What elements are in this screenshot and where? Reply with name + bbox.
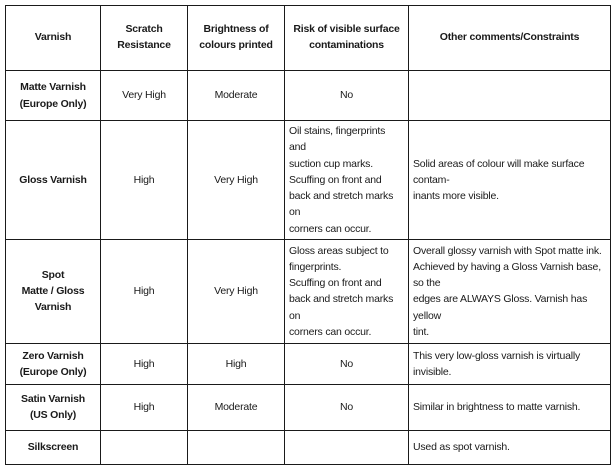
risk-cell: Oil stains, fingerprints and suction cup marks. Scuffing on front and back and stretch marks on corners can occur. [285,121,409,240]
varnish-name-cell: Zero Varnish (Europe Only) [6,343,101,384]
risk-cell [285,430,409,464]
brightness-cell [188,430,285,464]
table-row-spot-varnish [6,239,611,343]
table-row-zero-varnish [6,343,611,384]
table-row-matte-varnish [6,71,611,121]
header-risk-contamination: Risk of visible surface contaminations [285,6,409,71]
brightness-cell: Very High [188,121,285,240]
table-row-gloss-varnish [6,121,611,240]
scratch-resistance-cell [101,430,188,464]
varnish-name-cell: Spot Matte / Gloss Varnish [6,239,101,343]
scratch-resistance-cell: High [101,121,188,240]
header-brightness: Brightness of colours printed [188,6,285,71]
varnish-comparison-table-wrapper [5,5,610,465]
brightness-cell: Very High [188,239,285,343]
comments-cell: Used as spot varnish. [409,430,611,464]
varnish-name-cell: Silkscreen [6,430,101,464]
varnish-comparison-table [5,5,611,465]
varnish-name-cell: Satin Varnish (US Only) [6,384,101,430]
scratch-resistance-cell: High [101,384,188,430]
brightness-cell: Moderate [188,71,285,121]
scratch-resistance-cell: Very High [101,71,188,121]
brightness-cell: Moderate [188,384,285,430]
header-varnish: Varnish [6,6,101,71]
varnish-name-cell: Gloss Varnish [6,121,101,240]
brightness-cell: High [188,343,285,384]
comments-cell: Solid areas of colour will make surface contam- inants more visible. [409,121,611,240]
scratch-resistance-cell: High [101,343,188,384]
header-row [6,6,611,71]
comments-cell [409,71,611,121]
varnish-name-cell: Matte Varnish (Europe Only) [6,71,101,121]
comments-cell: Overall glossy varnish with Spot matte ink. Achieved by having a Gloss Varnish base, so the edges are ALWAYS Gloss. Varnish has yellow tint. [409,239,611,343]
risk-cell: No [285,343,409,384]
risk-cell: Gloss areas subject to fingerprints. Scuffing on front and back and stretch marks on corners can occur. [285,239,409,343]
table-row-satin-varnish [6,384,611,430]
risk-cell: No [285,384,409,430]
scratch-resistance-cell: High [101,239,188,343]
header-other-comments: Other comments/Constraints [409,6,611,71]
risk-cell: No [285,71,409,121]
header-scratch-resistance: Scratch Resistance [101,6,188,71]
comments-cell: Similar in brightness to matte varnish. [409,384,611,430]
comments-cell: This very low-gloss varnish is virtually invisible. [409,343,611,384]
table-row-silkscreen [6,430,611,464]
